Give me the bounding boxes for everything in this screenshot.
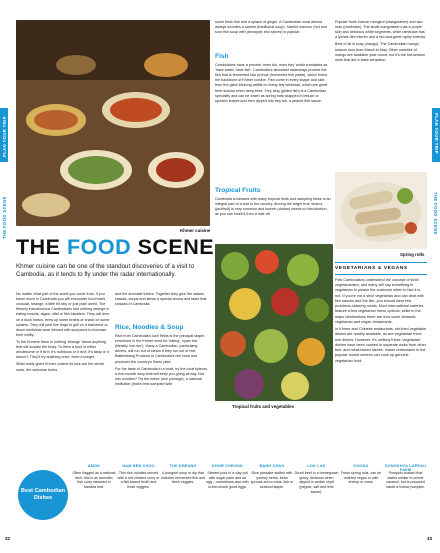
dish-name: SONGKHYA LAPEAU PAEM bbox=[384, 464, 427, 472]
left-section-label: THE FOOD SCENE bbox=[2, 196, 7, 239]
right-tab-label: PLAN YOUR TRIP bbox=[433, 113, 439, 154]
column-3-fish: Cambodians have a proverb 'mien tuk, mien trey' which translates as 'have water, have fish'. Cambodia's abundant waterways provide the fish that is fermented into prohuk (fermented fish paste), which forms the backbone of Khmer cuisine. Fish come in every shape and size, from the giant Mekong catfish to teeny-tiny whitebait, which are great beer snacks when deep-fried. Trey aing (grilled fish) is a Cambodian speciality and can be eaten as spring rolls wrapped in lettuce or spinach leaves and then dipped into trey tuk, a peanut fish sauce. bbox=[215, 63, 328, 103]
dish-name: AMOK bbox=[87, 464, 101, 468]
right-section-label: THE FOOD SCENE bbox=[433, 192, 438, 235]
dish-name: LOK LAK bbox=[307, 464, 326, 468]
fruits-heading: Tropical Fruits bbox=[215, 187, 261, 194]
khmer-cuisine-caption: Khmer cuisine bbox=[180, 228, 211, 233]
spring-rolls-photo bbox=[335, 172, 427, 249]
dish-name: NAM BEN CHOC bbox=[122, 464, 155, 468]
column-3-top: some fresh fish and a splash of ginger. A Cambodian meal almost always includes a samlor (traditional soup). Samlor machou (hot and sour fish soup with pineapple and spices) is popular. bbox=[215, 20, 327, 35]
page-number-right: 33 bbox=[427, 536, 433, 541]
khmer-cuisine-photo bbox=[16, 20, 210, 226]
dish-description: Rice pancake stuffed with yummy herbs, bean sprouts and a meat, fish or seafood staple. bbox=[250, 471, 294, 490]
dish-name: KHOR CHROUK bbox=[211, 464, 244, 468]
column-2-top: and the aromatic tubers. Together they give the salads, snacks, soups and stews a special aroma and taste that smacks of Cambodia. bbox=[115, 292, 207, 307]
page-title: THE FOOD SCENE bbox=[16, 235, 215, 259]
column-4-top: Popular fruits include mongkut (mangosteen) and sao mao (rambutan). The small mangosteen has a purple skin and delicious white segments, while rambutan has a lychee-like interior and a red-and-green spiky exterior. Best of all is svay (mango). The Cambodian mango season runs from March to May. Other varieties of mango are available year-round, but it's the hot-season ones that are a taste sensation. bbox=[335, 20, 427, 62]
fruits-photo bbox=[215, 244, 333, 401]
dish-description: Often flagged as a national dish, this is an aromatic fish curry steamed in banana leaf. bbox=[72, 471, 116, 490]
dish-description: Pumpkin custard that tastes similar to crème caramel, but is prepared inside a hollow pumpkin. bbox=[385, 471, 426, 490]
spring-rolls-caption: Spring rolls bbox=[400, 252, 425, 257]
page-number-left: 32 bbox=[5, 536, 11, 541]
dish-name: BANH CHAO bbox=[259, 464, 285, 468]
dish-name: TUK KREUNG bbox=[169, 464, 197, 468]
veg-text: Few Cambodians understand the concept of strict vegetarianism, and many will say something is vegetarian to please the customer when in fact it is not. If you're not a strict vegetarian and can deal with fish sauces and the like, you should have few problems ordering meals. Most international eateries feature a few vegetarian menu options, while in the major destinations there are now some fantastic vegetarian and vegan restaurants. In Khmer and Chinese restaurants, stir-fried vegetable dishes are readily available, as are vegetarian fried-rice dishes. However, it's unlikely these 'vegetarian' dishes have been cooked in separate woks from other fish- and meat-based dishes. Indian restaurants in the popular tourist centres can cook up genuine vegetarian food. bbox=[335, 278, 427, 363]
dish-description: Fresh spring rolls, can be ordered vegan or with shrimp or meat. bbox=[340, 471, 382, 485]
column-3-fruits: Cambodia is blessed with many tropical fruits and sampling these is an integral part of a visit to the country. Among the larger fruit, khanoi (jackfruit) is very common and tourein (durian) needs no introduction, as you can smell it from a mile off. bbox=[215, 197, 331, 217]
dish-name: CUONO bbox=[353, 464, 369, 468]
veg-heading: VEGETARIANS & VEGANS bbox=[335, 266, 408, 271]
intro-text: Khmer cuisine can be one of the standout discoveries of a visit to Cambodia, as it tends to fly under the radar internationally. bbox=[16, 263, 195, 279]
dish-description: Thin rice noodles served with a red chicken curry or a fish-based broth and fresh veggies. bbox=[117, 471, 160, 490]
rice-heading: Rice, Noodles & Soup bbox=[115, 324, 184, 331]
veg-rule-top bbox=[335, 262, 427, 263]
fruits-caption: Tropical fruits and vegetables bbox=[232, 404, 294, 409]
dish-description: Diced beef in a homegrown gravy, delicious when dipped in amber cepif (pepper, salt and lime sauce). bbox=[294, 471, 339, 494]
best-dishes-badge: Best Cambodian Dishes bbox=[18, 470, 68, 520]
dish-description: Stewed pork in a clay pot with sugar palm and an egg – sometimes also with in-the-mouth good eggs. bbox=[206, 471, 249, 490]
fish-heading: Fish bbox=[215, 53, 229, 60]
veg-rule-under-heading bbox=[335, 274, 427, 275]
column-2-rice: Rice from Cambodia's lush fields is the principal staple, enshrined in the Khmer word for 'eating', nyam bai (literally 'eat rice'). Many a Cambodian, particularly drivers, will run out of steam if they run out of rice; Battambang Province is Cambodia's rice bowl and produces the country's finest yield. For the taste of Cambodia in a bowl, try the local kyteow, a rice-noodle soup that will keep you going all day. Not into noodles? Try the bobor (rice porridge), a national institution (that's best sampled with bbox=[115, 334, 208, 386]
column-1: No matter what part of the world you come from, if you travel much in Cambodia you will encounter food that's unusual, strange, a little bit icky or just plain weird. The fiercely insectivorous Cambodians find nothing strange in eating insects, algae, offal or fish bladders. They will dine on a duck foetus, brew up some brains or snack on some spiders. They will peel live frogs to grill on a barbecue or down medicinal wine infused with scorpions to increase their virility. To the Khmers there is nothing 'strange' about anything that will sustain the body. To them a food is either wholesome or it isn't; it's nutritious or it isn't; it's tasty or it doesn't. They'll try anything once, even a burger. What really gives Khmer cuisine its kick are the secret roots, the welcome herbs bbox=[16, 292, 110, 372]
dish-description: A pungent soup or dip that includes fermented fish and fresh veggies. bbox=[161, 471, 205, 485]
left-tab-label: PLAN YOUR TRIP bbox=[1, 116, 7, 157]
